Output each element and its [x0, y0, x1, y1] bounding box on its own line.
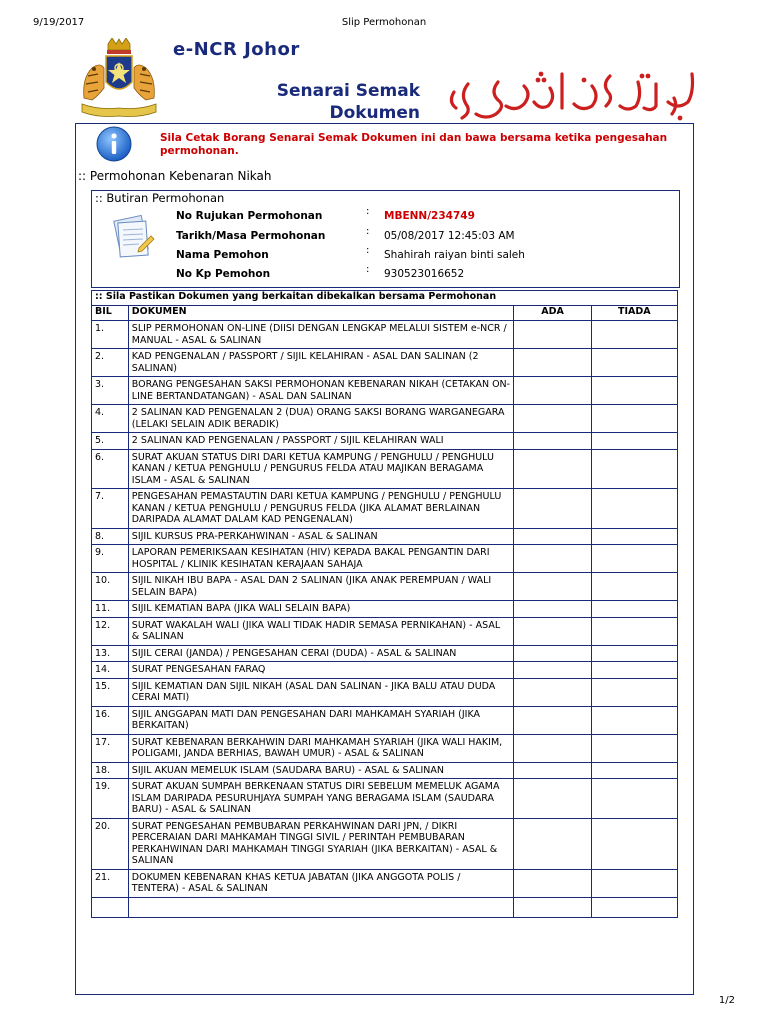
checklist-ada-checkbox[interactable]	[514, 573, 591, 601]
checklist-note: :: Sila Pastikan Dokumen yang berkaitan dibekalkan bersama Permohonan	[92, 291, 678, 306]
checklist-row	[92, 869, 678, 897]
johor-crest-logo	[78, 38, 160, 118]
document-title	[250, 80, 420, 124]
checklist-item-number: 4.	[92, 405, 129, 433]
checklist-ada-checkbox[interactable]	[514, 734, 591, 762]
checklist-item-document: SIJIL CERAI (JANDA) / PENGESAHAN CERAI (DUDA) - ASAL & SALINAN	[128, 645, 514, 662]
checklist-item-number: 2.	[92, 349, 129, 377]
checklist-row	[92, 818, 678, 869]
checklist-row	[92, 489, 678, 529]
checklist-row	[92, 433, 678, 450]
field-label-datetime: Tarikh/Masa Permohonan	[176, 230, 326, 242]
details-title: :: Butiran Permohonan	[95, 191, 225, 205]
field-colon-datetime: :	[366, 226, 370, 237]
checklist-ada-checkbox[interactable]	[514, 779, 591, 819]
document-title-line1: Senarai Semak	[276, 81, 420, 101]
checklist-item-document: 2 SALINAN KAD PENGENALAN 2 (DUA) ORANG SAKSI BORANG WARGANEGARA (LELAKI SELAIN ADIK BERADIK)	[128, 405, 514, 433]
checklist-item-document: PENGESAHAN PEMASTAUTIN DARI KETUA KAMPUNG / PENGHULU / PENGHULU KANAN / KETUA PENGHULU / PENGURUS FELDA (JIKA ALAMAT BERLAINAN DARIPADA ALAMAT DALAM KAD PENGENALAN)	[128, 489, 514, 529]
checklist-item-number: 16.	[92, 706, 129, 734]
checklist-row	[92, 573, 678, 601]
checklist-row	[92, 377, 678, 405]
checklist-row	[92, 706, 678, 734]
checklist-row	[92, 678, 678, 706]
checklist-ada-checkbox[interactable]	[514, 897, 591, 917]
checklist-item-number: 17.	[92, 734, 129, 762]
checklist-item-number: 21.	[92, 869, 129, 897]
brand-title: e-NCR Johor	[173, 39, 300, 60]
notice-text: Sila Cetak Borang Senarai Semak Dokumen ini dan bawa bersama ketika pengesahan permohonan.	[160, 132, 668, 157]
checklist-item-document: DOKUMEN KEBENARAN KHAS KETUA JABATAN (JIKA ANGGOTA POLIS / TENTERA) - ASAL & SALINAN	[128, 869, 514, 897]
checklist-item-number: 1.	[92, 321, 129, 349]
print-page-title: Slip Permohonan	[341, 17, 427, 28]
field-colon-applicant-name: :	[366, 245, 370, 256]
checklist-ada-checkbox[interactable]	[514, 489, 591, 529]
checklist-row	[92, 405, 678, 433]
checklist-tiada-checkbox[interactable]	[591, 706, 677, 734]
checklist-item-number: 3.	[92, 377, 129, 405]
checklist-tiada-checkbox[interactable]	[591, 449, 677, 489]
checklist-tiada-checkbox[interactable]	[591, 897, 677, 917]
checklist-item-document: SURAT AKUAN SUMPAH BERKENAAN STATUS DIRI SEBELUM MEMELUK AGAMA ISLAM DARIPADA PESURUHJAYA SUMPAH YANG BERAGAMA ISLAM (SAUDARA BARU) - ASAL & SALINAN	[128, 779, 514, 819]
field-colon-ic-number: :	[366, 264, 370, 275]
checklist-item-number: 7.	[92, 489, 129, 529]
print-page-number: 1/2	[718, 995, 735, 1006]
checklist-tiada-checkbox[interactable]	[591, 662, 677, 679]
checklist-item-document: SURAT WAKALAH WALI (JIKA WALI TIDAK HADIR SEMASA PERNIKAHAN) - ASAL & SALINAN	[128, 617, 514, 645]
checklist-item-number: 5.	[92, 433, 129, 450]
field-label-applicant-name: Nama Pemohon	[176, 249, 269, 261]
checklist-tiada-checkbox[interactable]	[591, 869, 677, 897]
checklist-item-number: 12.	[92, 617, 129, 645]
checklist-row	[92, 762, 678, 779]
checklist-item-document: SURAT PENGESAHAN PEMBUBARAN PERKAHWINAN DARI JPN, / DIKRI PERCERAIAN DARI MAHKAMAH TINGGI SIVIL / PERINTAH PEMBUBARAN PERKAHWINAN DARI MAHKAMAH TINGGI SYARIAH (JIKA BERKAITAN) - ASAL & SALINAN	[128, 818, 514, 869]
checklist-item-document: SIJIL KEMATIAN BAPA (JIKA WALI SELAIN BAPA)	[128, 601, 514, 618]
field-value-datetime: 05/08/2017 12:45:03 AM	[384, 230, 515, 242]
checklist-row	[92, 617, 678, 645]
checklist-tiada-checkbox[interactable]	[591, 545, 677, 573]
column-header-bil: BIL	[92, 306, 129, 321]
checklist-tiada-checkbox[interactable]	[591, 779, 677, 819]
checklist-ada-checkbox[interactable]	[514, 377, 591, 405]
column-header-dokumen: DOKUMEN	[128, 306, 514, 321]
checklist-ada-checkbox[interactable]	[514, 528, 591, 545]
column-header-ada: ADA	[514, 306, 591, 321]
checklist-ada-checkbox[interactable]	[514, 405, 591, 433]
checklist-item-number: 6.	[92, 449, 129, 489]
checklist-item-document: SURAT AKUAN STATUS DIRI DARI KETUA KAMPUNG / PENGHULU / PENGHULU KANAN / KETUA PENGHULU / PENGURUS FELDA ATAU MAJIKAN BERAGAMA ISLAM - ASAL & SALINAN	[128, 449, 514, 489]
checklist-row	[92, 662, 678, 679]
checklist-item-number: 18.	[92, 762, 129, 779]
field-value-ic-number: 930523016652	[384, 268, 465, 280]
checklist-ada-checkbox[interactable]	[514, 617, 591, 645]
documents-icon	[105, 212, 157, 262]
field-value-reference: MBENN/234749	[384, 210, 475, 222]
checklist-item-number: 13.	[92, 645, 129, 662]
checklist-ada-checkbox[interactable]	[514, 349, 591, 377]
checklist-tiada-checkbox[interactable]	[591, 433, 677, 450]
checklist-ada-checkbox[interactable]	[514, 645, 591, 662]
section-title: :: Permohonan Kebenaran Nikah	[78, 169, 272, 183]
checklist-tiada-checkbox[interactable]	[591, 573, 677, 601]
checklist-item-number	[92, 897, 129, 917]
checklist-tiada-checkbox[interactable]	[591, 617, 677, 645]
checklist-item-document: KAD PENGENALAN / PASSPORT / SIJIL KELAHIRAN - ASAL DAN SALINAN (2 SALINAN)	[128, 349, 514, 377]
checklist-item-number: 19.	[92, 779, 129, 819]
checklist-row	[92, 449, 678, 489]
checklist-tiada-checkbox[interactable]	[591, 321, 677, 349]
checklist-ada-checkbox[interactable]	[514, 869, 591, 897]
checklist-item-number: 10.	[92, 573, 129, 601]
document-title-line2: Dokumen	[329, 103, 420, 123]
checklist-item-number: 11.	[92, 601, 129, 618]
checklist-ada-checkbox[interactable]	[514, 321, 591, 349]
checklist-tiada-checkbox[interactable]	[591, 818, 677, 869]
checklist-item-document: SIJIL AKUAN MEMELUK ISLAM (SAUDARA BARU) - ASAL & SALINAN	[128, 762, 514, 779]
checklist-row	[92, 897, 678, 917]
column-header-tiada: TIADA	[591, 306, 677, 321]
checklist-ada-checkbox[interactable]	[514, 662, 591, 679]
checklist-ada-checkbox[interactable]	[514, 433, 591, 450]
checklist-ada-checkbox[interactable]	[514, 449, 591, 489]
checklist-tiada-checkbox[interactable]	[591, 762, 677, 779]
print-date: 9/19/2017	[33, 17, 85, 28]
checklist-tiada-checkbox[interactable]	[591, 377, 677, 405]
checklist-item-number: 9.	[92, 545, 129, 573]
checklist-tiada-checkbox[interactable]	[591, 645, 677, 662]
field-label-ic-number: No Kp Pemohon	[176, 268, 271, 280]
checklist-tiada-checkbox[interactable]	[591, 489, 677, 529]
checklist-row	[92, 601, 678, 618]
checklist-tiada-checkbox[interactable]	[591, 601, 677, 618]
checklist-item-document: 2 SALINAN KAD PENGENALAN / PASSPORT / SIJIL KELAHIRAN WALI	[128, 433, 514, 450]
checklist-item-document: SIJIL ANGGAPAN MATI DAN PENGESAHAN DARI MAHKAMAH SYARIAH (JIKA BERKAITAN)	[128, 706, 514, 734]
checklist-row	[92, 349, 678, 377]
checklist-row	[92, 528, 678, 545]
checklist-item-document	[128, 897, 514, 917]
field-value-applicant-name: Shahirah raiyan binti saleh	[384, 249, 525, 261]
field-colon-reference: :	[366, 206, 370, 217]
checklist-item-number: 15.	[92, 678, 129, 706]
checklist-tiada-checkbox[interactable]	[591, 528, 677, 545]
checklist-ada-checkbox[interactable]	[514, 545, 591, 573]
document-checklist-table	[91, 290, 678, 918]
checklist-item-number: 8.	[92, 528, 129, 545]
checklist-tiada-checkbox[interactable]	[591, 349, 677, 377]
checklist-ada-checkbox[interactable]	[514, 678, 591, 706]
checklist-item-document: SURAT KEBENARAN BERKAHWIN DARI MAHKAMAH SYARIAH (JIKA WALI HAKIM, POLIGAMI, JANDA BERHIAS, BAWAH UMUR) - ASAL & SALINAN	[128, 734, 514, 762]
checklist-note-row	[92, 291, 678, 306]
checklist-ada-checkbox[interactable]	[514, 601, 591, 618]
checklist-item-document: SURAT PENGESAHAN FARAQ	[128, 662, 514, 679]
checklist-item-document: LAPORAN PEMERIKSAAN KESIHATAN (HIV) KEPADA BAKAL PENGANTIN DARI HOSPITAL / KLINIK KESIHATAN KERAJAAN SAHAJA	[128, 545, 514, 573]
field-label-reference: No Rujukan Permohonan	[176, 210, 323, 222]
checklist-ada-checkbox[interactable]	[514, 706, 591, 734]
checklist-item-document: SIJIL NIKAH IBU BAPA - ASAL DAN 2 SALINAN (JIKA ANAK PEREMPUAN / WALI SELAIN BAPA)	[128, 573, 514, 601]
checklist-item-document: SLIP PERMOHONAN ON-LINE (DIISI DENGAN LENGKAP MELALUI SISTEM e-NCR / MANUAL - ASAL & SALINAN	[128, 321, 514, 349]
checklist-row	[92, 734, 678, 762]
checklist-tiada-checkbox[interactable]	[591, 734, 677, 762]
jawi-calligraphy-logo	[442, 62, 710, 126]
checklist-row	[92, 645, 678, 662]
checklist-ada-checkbox[interactable]	[514, 762, 591, 779]
checklist-tiada-checkbox[interactable]	[591, 678, 677, 706]
checklist-item-number: 20.	[92, 818, 129, 869]
checklist-item-document: BORANG PENGESAHAN SAKSI PERMOHONAN KEBENARAN NIKAH (CETAKAN ON-LINE BERTANDATANGAN) - ASAL DAN SALINAN	[128, 377, 514, 405]
checklist-header-row	[92, 306, 678, 321]
checklist-item-document: SIJIL KEMATIAN DAN SIJIL NIKAH (ASAL DAN SALINAN - JIKA BALU ATAU DUDA CERAI MATI)	[128, 678, 514, 706]
checklist-ada-checkbox[interactable]	[514, 818, 591, 869]
checklist-item-document: SIJIL KURSUS PRA-PERKAHWINAN - ASAL & SALINAN	[128, 528, 514, 545]
checklist-row	[92, 545, 678, 573]
info-icon	[95, 125, 133, 163]
checklist-item-number: 14.	[92, 662, 129, 679]
checklist-row	[92, 779, 678, 819]
checklist-row	[92, 321, 678, 349]
checklist-tiada-checkbox[interactable]	[591, 405, 677, 433]
